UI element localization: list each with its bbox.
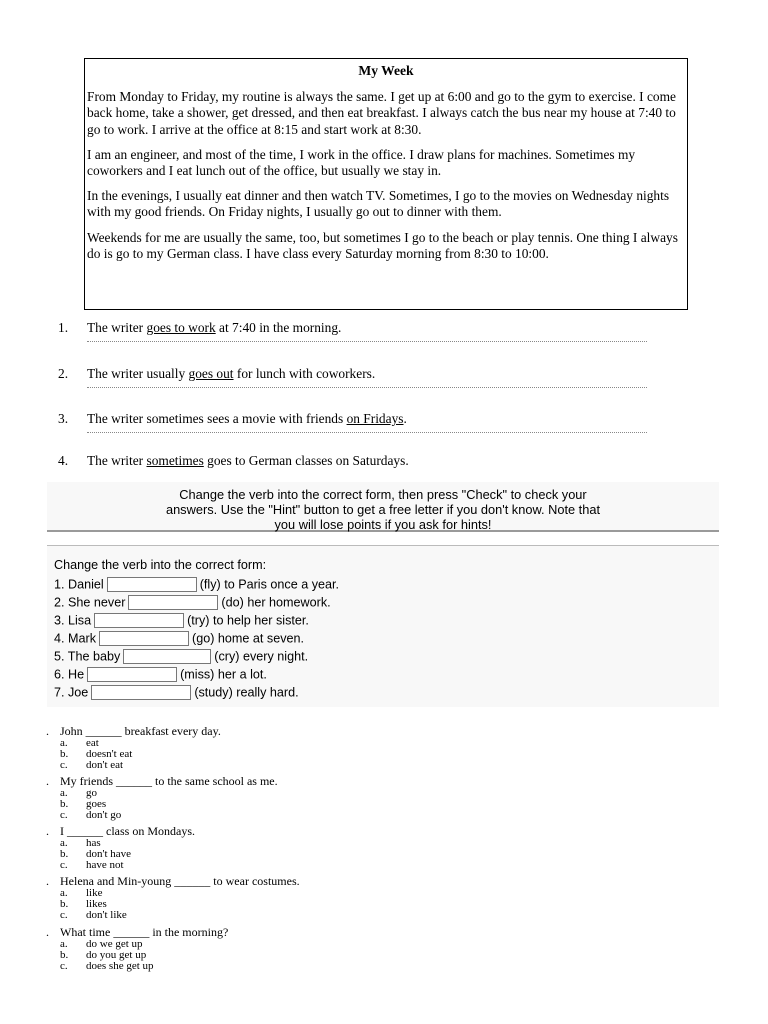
mc-option[interactable]: a. do we get up — [60, 938, 143, 950]
exercise-row: 2. She never (do) her homework. — [54, 595, 331, 610]
mc-option[interactable]: b. doesn't eat — [60, 748, 133, 760]
mc-option[interactable]: b. likes — [60, 898, 107, 910]
exercise-row: 1. Daniel (fly) to Paris once a year. — [54, 577, 340, 592]
instructions-line-3: you will lose points if you ask for hints! — [274, 517, 492, 532]
mc-option[interactable]: b. don't have — [60, 848, 132, 860]
reading-passage-box — [84, 58, 688, 310]
passage-paragraph-4: Weekends for me are usually the same, too, but sometimes I go to the beach or play tennis. One thing I always do is go to my German class. I have class every Saturday morning from 8:30 to 10:00. — [87, 229, 678, 261]
mc-option[interactable]: c. don't like — [60, 909, 127, 921]
answer-line[interactable] — [87, 432, 647, 433]
question-number: 4. — [58, 453, 69, 468]
answer-input[interactable] — [123, 649, 211, 664]
exercise-title: Change the verb into the correct form: — [54, 558, 267, 572]
passage-title: My Week — [358, 63, 414, 78]
question-text: The writer goes to work at 7:40 in the morning. — [87, 320, 342, 335]
mc-option[interactable]: b. do you get up — [60, 949, 147, 961]
question-text: The writer sometimes goes to German classes on Saturdays. — [87, 453, 409, 468]
mc-option[interactable]: c. does she get up — [60, 960, 154, 972]
exercise-row: 3. Lisa (try) to help her sister. — [54, 613, 309, 628]
mc-option[interactable]: a. eat — [60, 737, 99, 749]
answer-input[interactable] — [107, 577, 197, 592]
mc-option[interactable]: c. have not — [60, 859, 124, 871]
mc-question-text: I ______ class on Mondays. — [60, 824, 195, 838]
mc-option[interactable]: c. don't eat — [60, 759, 124, 771]
instructions-line-2: answers. Use the "Hint" button to get a free letter if you don't know. Note that — [165, 502, 601, 517]
exercise-instructions — [47, 482, 719, 532]
answer-input[interactable] — [87, 667, 177, 682]
passage-paragraph-1: From Monday to Friday, my routine is always the same. I get up at 6:00 and go to the gym to exercise. I come back home, take a shower, get dressed, and then eat breakfast. I always catch the bus near my house at 7:40 to go to work. I arrive at the office at 8:15 and start work at 8:30. — [87, 89, 676, 137]
mc-option[interactable]: c. don't go — [60, 809, 122, 821]
passage-paragraph-3: In the evenings, I usually eat dinner and then watch TV. Sometimes, I go to the movies on Wednesday nights with my good friends. On Friday nights, I usually go out to dinner with them. — [87, 188, 670, 220]
answer-line[interactable] — [87, 341, 647, 342]
mc-option[interactable]: a. go — [60, 787, 97, 799]
answer-input[interactable] — [128, 595, 218, 610]
exercise-row: 6. He (miss) her a lot. — [54, 667, 267, 682]
instructions-line-1: Change the verb into the correct form, then press "Check" to check your — [179, 487, 587, 502]
exercise-row: 7. Joe (study) really hard. — [54, 685, 299, 700]
mc-question-text: John ______ breakfast every day. — [60, 724, 221, 738]
question-number: 3. — [58, 411, 69, 426]
question-number: 2. — [58, 366, 69, 381]
answer-input[interactable] — [94, 613, 184, 628]
mc-question-text: Helena and Min-young ______ to wear costumes. — [60, 874, 300, 888]
answer-line[interactable] — [87, 387, 647, 388]
mc-question-text: My friends ______ to the same school as me. — [60, 774, 278, 788]
exercise-row: 5. The baby (cry) every night. — [54, 649, 309, 664]
question-number: 1. — [58, 320, 69, 335]
answer-input[interactable] — [99, 631, 189, 646]
mc-option[interactable]: b. goes — [60, 798, 107, 810]
verb-exercise-panel — [47, 545, 719, 707]
question-text: The writer usually goes out for lunch with coworkers. — [87, 366, 376, 381]
mc-option[interactable]: a. like — [60, 887, 103, 899]
answer-input[interactable] — [91, 685, 191, 700]
exercise-row: 4. Mark (go) home at seven. — [54, 631, 305, 646]
question-text: The writer sometimes sees a movie with friends on Fridays. — [87, 411, 407, 426]
mc-question-text: What time ______ in the morning? — [60, 925, 229, 939]
mc-option[interactable]: a. has — [60, 837, 101, 849]
passage-paragraph-2: I am an engineer, and most of the time, I work in the office. I draw plans for machines. Sometimes my coworkers and I eat lunch out of the office, but usually we stay in. — [87, 146, 636, 179]
